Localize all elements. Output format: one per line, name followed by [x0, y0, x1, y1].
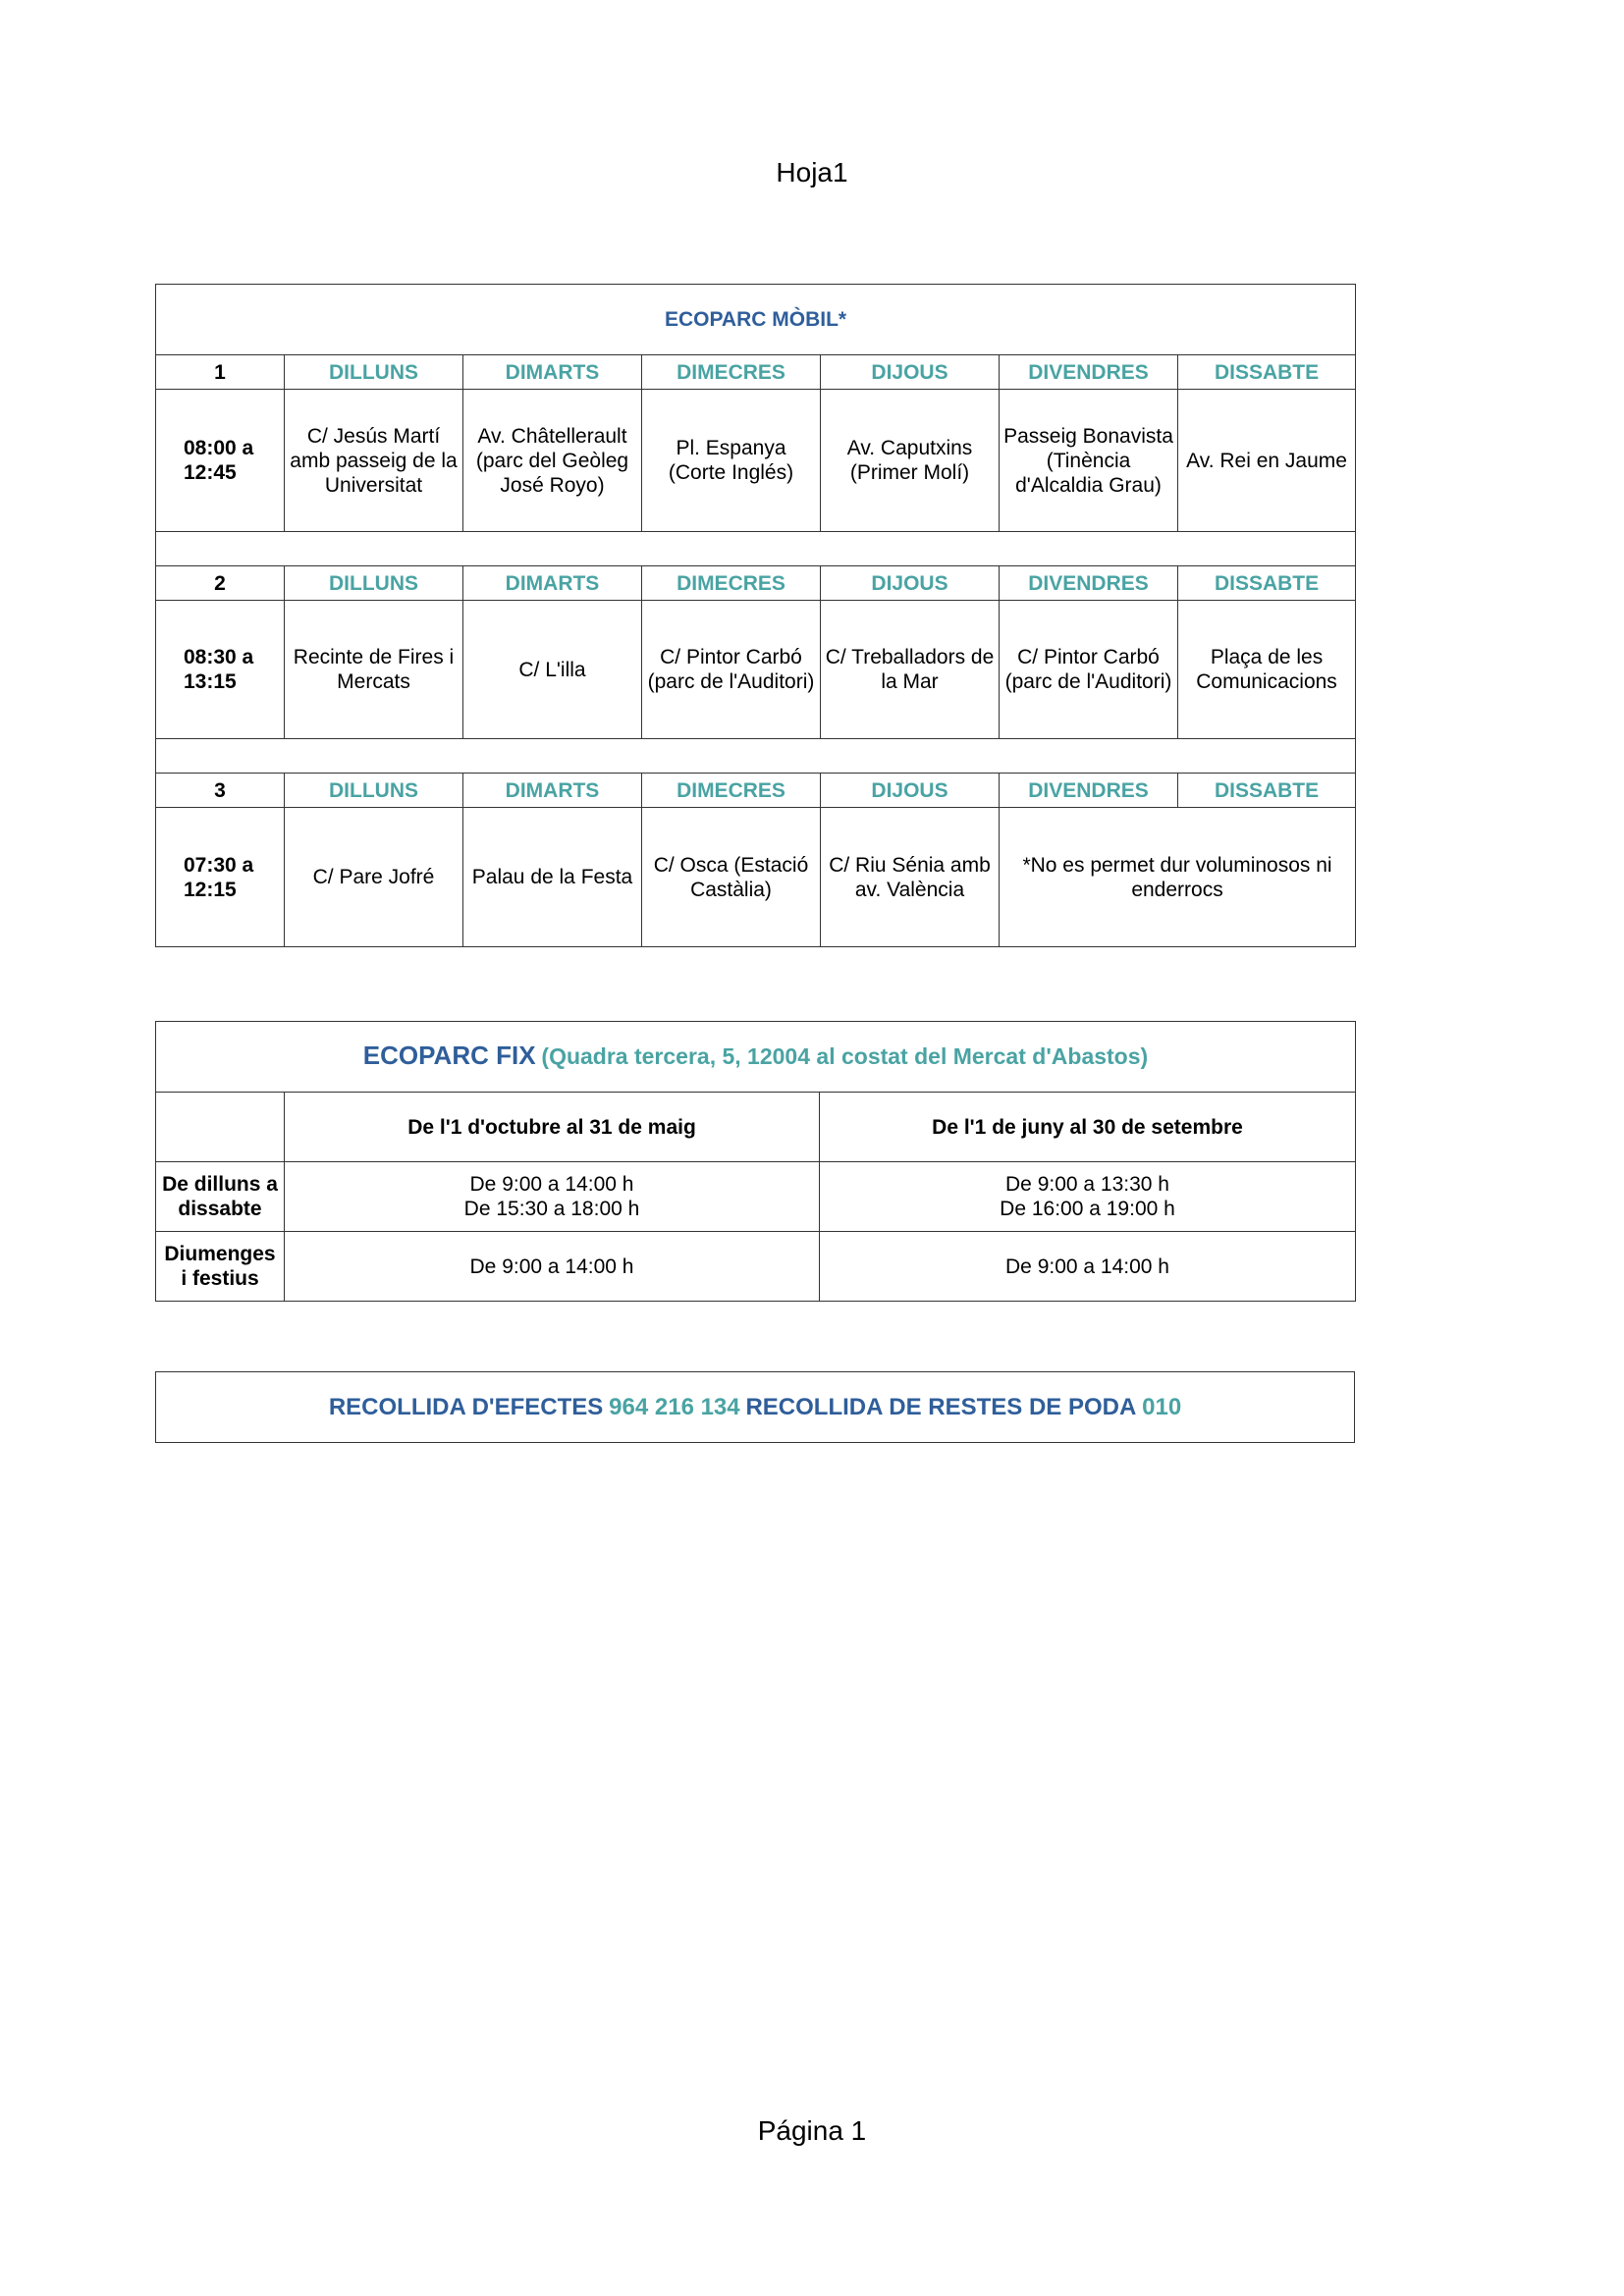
- ecoparc-mobil-table: [155, 284, 1356, 947]
- spacer-cell: [156, 739, 1356, 774]
- day-label: DISSABTE: [1178, 774, 1356, 808]
- hours-line: De 9:00 a 14:00 h: [469, 1173, 634, 1196]
- location-cell: C/ Pare Jofré: [285, 808, 463, 947]
- fix-holiday-row: [156, 1232, 1356, 1302]
- mobil-block-2-locations-row: [156, 601, 1356, 739]
- time-end: 13:15: [184, 670, 237, 693]
- day-label: DIVENDRES: [1000, 774, 1178, 808]
- day-label: DIJOUS: [821, 566, 1000, 601]
- location-cell: C/ L'illa: [463, 601, 642, 739]
- time-start: 08:00 a: [184, 437, 254, 459]
- time-slot: [156, 601, 285, 739]
- location-cell: Plaça de les Comunicacions: [1178, 601, 1356, 739]
- spacer-row: [156, 739, 1356, 774]
- time-end: 12:15: [184, 878, 237, 901]
- hours-cell: [285, 1232, 820, 1302]
- recollida-cell: [156, 1372, 1355, 1443]
- location-cell: Passeig Bonavista (Tinència d'Alcaldia Grau): [1000, 390, 1178, 532]
- location-cell: Av. Rei en Jaume: [1178, 390, 1356, 532]
- spacer-cell: [156, 532, 1356, 566]
- period-label: De l'1 de juny al 30 de setembre: [820, 1093, 1356, 1162]
- location-cell: C/ Pintor Carbó (parc de l'Auditori): [642, 601, 821, 739]
- location-cell: Pl. Espanya (Corte Inglés): [642, 390, 821, 532]
- location-cell: C/ Treballadors de la Mar: [821, 601, 1000, 739]
- hours-line: De 9:00 a 14:00 h: [469, 1255, 634, 1278]
- mobil-title: ECOPARC MÒBIL*: [156, 285, 1356, 355]
- hours-line: De 15:30 a 18:00 h: [463, 1198, 640, 1220]
- day-label: DIJOUS: [821, 774, 1000, 808]
- recollida-poda-label: RECOLLIDA DE RESTES DE PODA: [745, 1393, 1137, 1420]
- period-label: De l'1 d'octubre al 31 de maig: [285, 1093, 820, 1162]
- mobil-block-3-days-row: [156, 774, 1356, 808]
- row-label: De dilluns a dissabte: [156, 1162, 285, 1232]
- location-cell: C/ Osca (Estació Castàlia): [642, 808, 821, 947]
- ecoparc-fix-table: [155, 1021, 1356, 1302]
- recollida-poda-phone: 010: [1142, 1393, 1182, 1420]
- location-cell: C/ Jesús Martí amb passeig de la Universitat: [285, 390, 463, 532]
- empty-cell: [156, 1093, 285, 1162]
- day-label: DILLUNS: [285, 355, 463, 390]
- time-slot: [156, 808, 285, 947]
- recollida-efectes-phone: 964 216 134: [609, 1393, 740, 1420]
- mobil-block-1-locations-row: [156, 390, 1356, 532]
- day-label: DIJOUS: [821, 355, 1000, 390]
- block-number: 3: [156, 774, 285, 808]
- recollida-efectes-label: RECOLLIDA D'EFECTES: [328, 1393, 604, 1420]
- hours-cell: [285, 1162, 820, 1232]
- fix-title-main: ECOPARC FIX: [362, 1041, 536, 1070]
- fix-weekday-row: [156, 1162, 1356, 1232]
- block-number: 1: [156, 355, 285, 390]
- hours-line: De 9:00 a 13:30 h: [1005, 1173, 1169, 1196]
- hours-line: De 9:00 a 14:00 h: [1005, 1255, 1169, 1278]
- hours-cell: [820, 1162, 1356, 1232]
- row-label: Diumenges i festius: [156, 1232, 285, 1302]
- day-label: DISSABTE: [1178, 566, 1356, 601]
- hours-line: De 16:00 a 19:00 h: [1000, 1198, 1175, 1220]
- time-end: 12:45: [184, 461, 237, 484]
- fix-title-address: (Quadra tercera, 5, 12004 al costat del Mercat d'Abastos): [541, 1043, 1149, 1069]
- day-label: DIVENDRES: [1000, 566, 1178, 601]
- time-start: 07:30 a: [184, 853, 254, 877]
- day-label: DIMARTS: [463, 566, 642, 601]
- time-start: 08:30 a: [184, 646, 254, 668]
- hours-cell: [820, 1232, 1356, 1302]
- page-footer: Página 1: [757, 2115, 867, 2146]
- mobil-block-1-days-row: [156, 355, 1356, 390]
- mobil-block-2-days-row: [156, 566, 1356, 601]
- day-label: DIVENDRES: [1000, 355, 1178, 390]
- day-label: DIMECRES: [642, 774, 821, 808]
- fix-title: [156, 1022, 1356, 1093]
- day-label: DIMECRES: [642, 355, 821, 390]
- page-header: Hoja1: [776, 157, 848, 187]
- day-label: DIMARTS: [463, 774, 642, 808]
- location-cell: Av. Châtellerault (parc del Geòleg José Royo): [463, 390, 642, 532]
- time-slot: [156, 390, 285, 532]
- day-label: DIMECRES: [642, 566, 821, 601]
- location-cell: Palau de la Festa: [463, 808, 642, 947]
- location-cell: Recinte de Fires i Mercats: [285, 601, 463, 739]
- block-number: 2: [156, 566, 285, 601]
- location-cell: C/ Riu Sénia amb av. València: [821, 808, 1000, 947]
- location-cell: C/ Pintor Carbó (parc de l'Auditori): [1000, 601, 1178, 739]
- spacer-row: [156, 532, 1356, 566]
- day-label: DILLUNS: [285, 566, 463, 601]
- fix-periods-row: [156, 1093, 1356, 1162]
- recollida-table: [155, 1371, 1355, 1443]
- day-label: DILLUNS: [285, 774, 463, 808]
- note-cell: *No es permet dur voluminosos ni enderrocs: [1000, 808, 1356, 947]
- mobil-block-3-locations-row: [156, 808, 1356, 947]
- day-label: DISSABTE: [1178, 355, 1356, 390]
- day-label: DIMARTS: [463, 355, 642, 390]
- location-cell: Av. Caputxins (Primer Molí): [821, 390, 1000, 532]
